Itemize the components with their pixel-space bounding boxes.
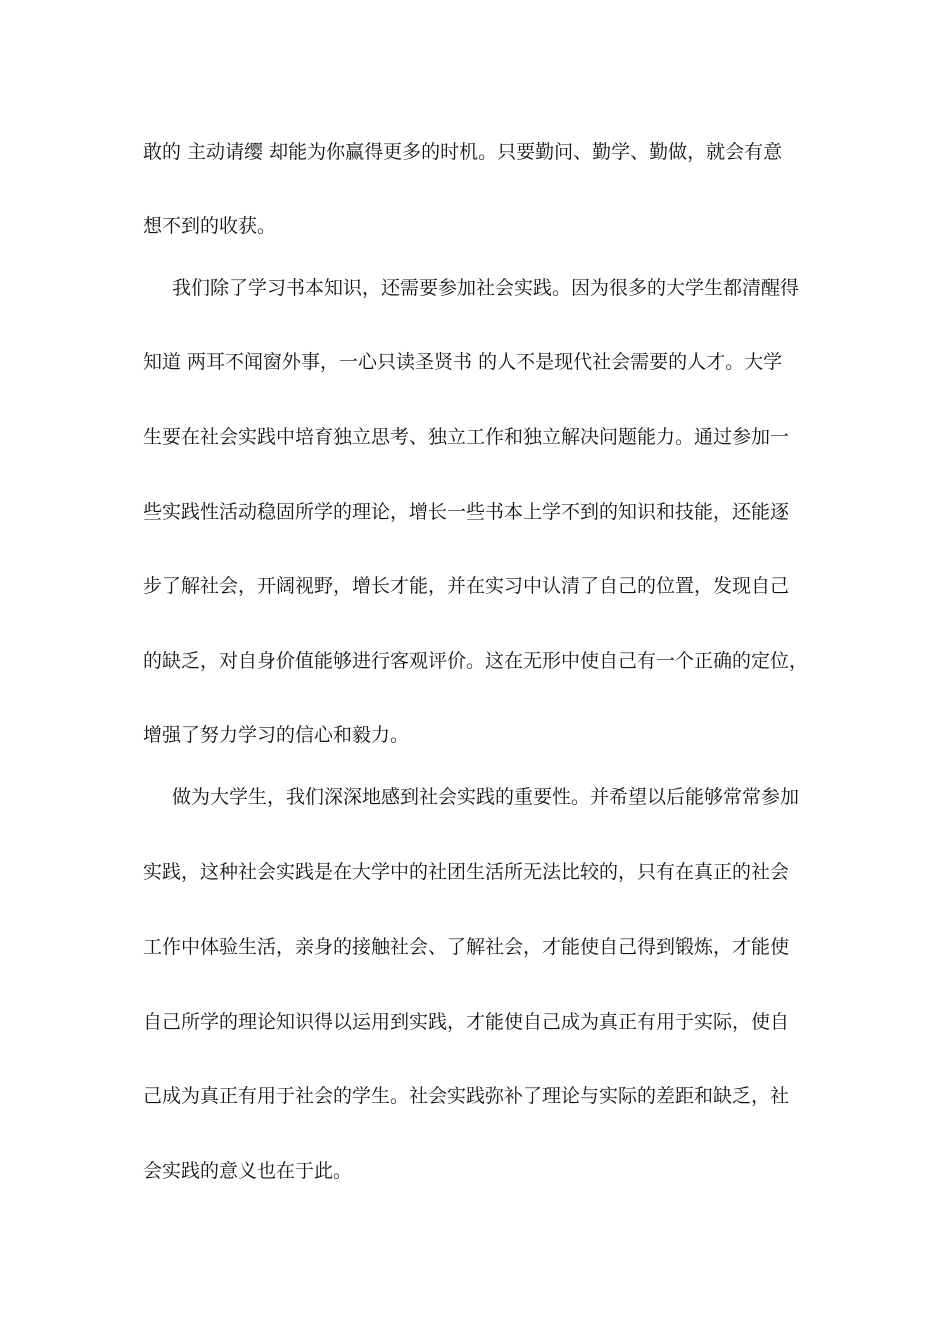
paragraph-line: 工作中体验生活，亲身的接触社会、了解社会，才能使自己得到锻炼，才能使 [143,936,790,958]
paragraph-line: 想不到的收获。 [143,215,277,237]
paragraph-line: 生要在社会实践中培育独立思考、独立工作和独立解决问题能力。通过参加一 [143,426,790,448]
paragraph-line: 己成为真正有用于社会的学生。社会实践弥补了理论与实际的差距和缺乏，社 [143,1085,790,1107]
paragraph-line: 敢的 主动请缨 却能为你赢得更多的时机。只要勤问、勤学、勤做，就会有意 [143,141,783,163]
paragraph-line: 会实践的意义也在于此。 [143,1160,353,1182]
paragraph-line: 增强了努力学习的信心和毅力。 [143,724,410,746]
paragraph-line: 做为大学生，我们深深地感到社会实践的重要性。并希望以后能够常常参加 [172,786,800,808]
paragraph-line: 实践，这种社会实践是在大学中的社团生活所无法比较的，只有在真正的社会 [143,861,790,883]
paragraph-line: 知道 两耳不闻窗外事，一心只读圣贤书 的人不是现代社会需要的人才。大学 [143,351,783,373]
paragraph-line: 些实践性活动稳固所学的理论，增长一些书本上学不到的知识和技能，还能逐 [143,501,790,523]
paragraph-line: 我们除了学习书本知识，还需要参加社会实践。因为很多的大学生都清醒得 [172,277,800,299]
paragraph-line: 的缺乏，对自身价值能够进行客观评价。这在无形中使自己有一个正确的定位， [143,650,809,672]
paragraph-line: 自己所学的理论知识得以运用到实践，才能使自己成为真正有用于实际，使自 [143,1011,790,1033]
paragraph-line: 步了解社会，开阔视野，增长才能，并在实习中认清了自己的位置，发现自己 [143,575,790,597]
